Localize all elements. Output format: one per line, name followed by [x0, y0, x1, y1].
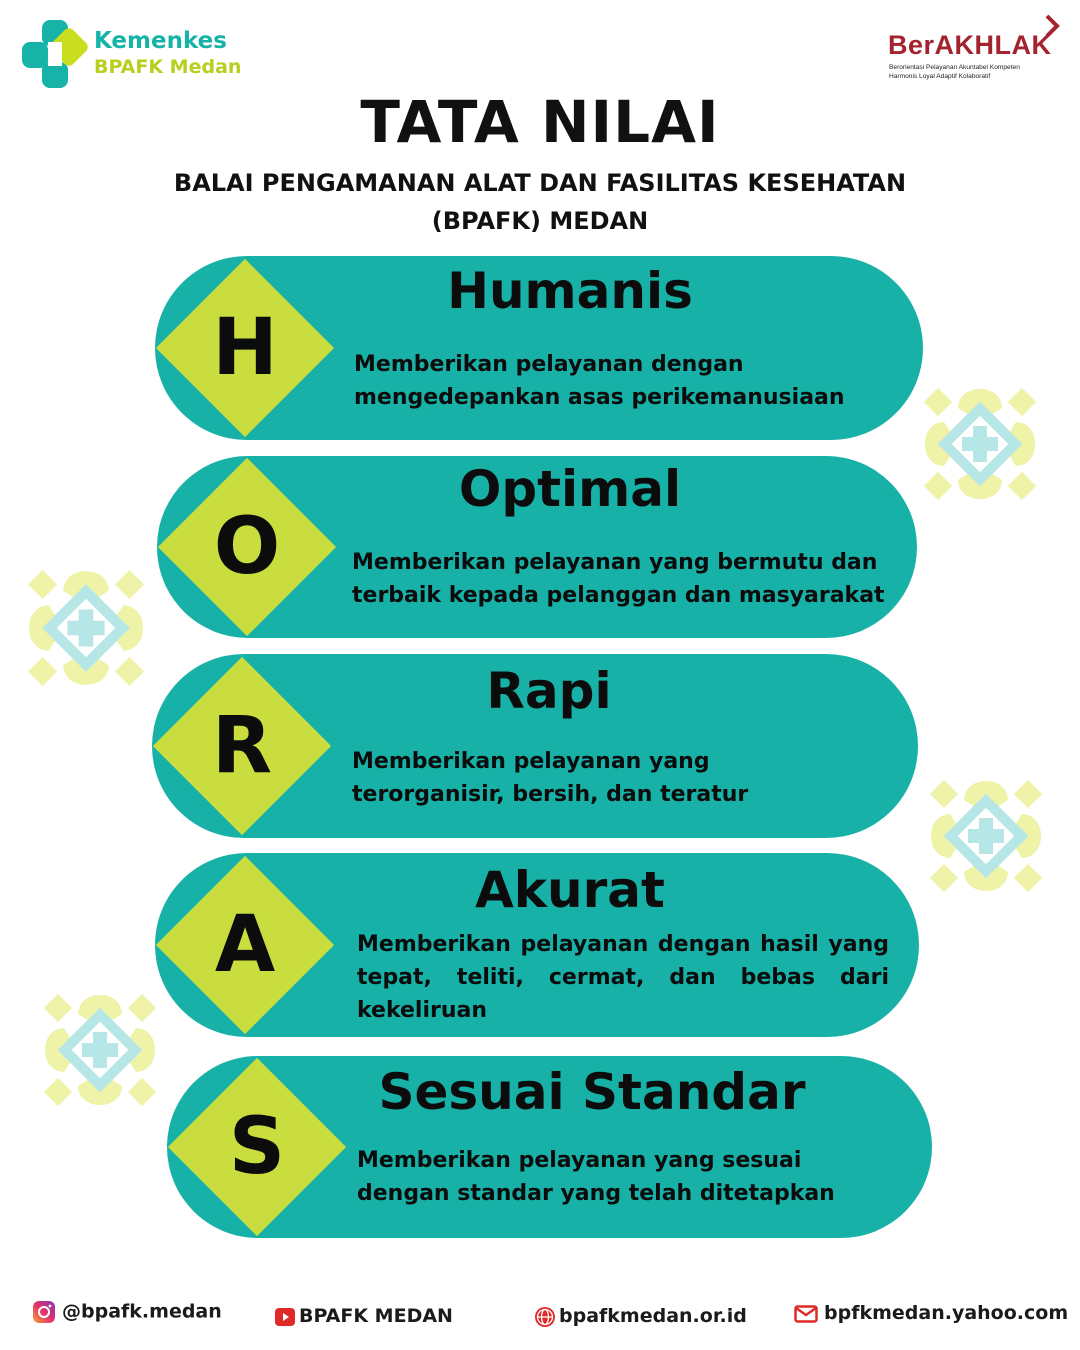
value-description: [354, 348, 894, 414]
value-title: Humanis: [447, 262, 693, 320]
subtitle-line-2: (BPAFK) MEDAN: [431, 207, 649, 235]
value-card-optimal: [157, 456, 917, 638]
description-line: dengan standar yang telah ditetapkan: [357, 1181, 835, 1206]
description-line: Memberikan pelayanan yang sesuai: [357, 1148, 802, 1173]
globe-icon: [534, 1306, 556, 1328]
ornament-left-upper: [26, 568, 146, 688]
value-description: Memberikan pelayanan dengan hasil yang tepat, teliti, cermat, dan bebas dari kekeliruan: [357, 932, 889, 1023]
berakhlak-tagline-2: Harmonis Loyal Adaptif Kolaboratif: [889, 73, 991, 80]
value-description: [352, 546, 897, 612]
description-line: terbaik kepada pelanggan dan masyarakat: [352, 583, 885, 608]
footer-instagram[interactable]: [32, 1300, 222, 1324]
value-letter: S: [228, 1102, 286, 1192]
value-title: Sesuai Standar: [378, 1063, 806, 1121]
description-line: Memberikan pelayanan yang: [352, 749, 710, 774]
description-line: mengedepankan asas perikemanusiaan: [354, 385, 845, 410]
value-letter: R: [211, 701, 273, 791]
value-description: [357, 1144, 917, 1210]
value-description: [352, 745, 892, 811]
value-letter: A: [214, 900, 276, 990]
value-title: Akurat: [475, 861, 665, 919]
description-line: terorganisir, bersih, dan teratur: [352, 782, 749, 807]
youtube-icon: [274, 1307, 296, 1327]
email-address: bpfkmedan.yahoo.com: [824, 1302, 1069, 1324]
youtube-channel: BPAFK MEDAN: [299, 1305, 453, 1327]
subtitle-line-1: BALAI PENGAMANAN ALAT DAN FASILITAS KESEHATAN: [173, 169, 907, 197]
berakhlak-logo: [880, 14, 1065, 84]
instagram-icon: [32, 1300, 56, 1324]
value-card-rapi: [152, 654, 918, 838]
footer-email[interactable]: [794, 1302, 1068, 1324]
value-card-akurat: [155, 853, 919, 1037]
ornament-right-bottom: [928, 778, 1044, 894]
value-letter: O: [213, 502, 281, 592]
berakhlak-tagline-1: Berorientasi Pelayanan Akuntabel Kompeten: [889, 64, 1020, 71]
ornament-left-lower: [42, 992, 158, 1108]
description-line: Memberikan pelayanan dengan: [354, 352, 744, 377]
footer-youtube[interactable]: [274, 1305, 453, 1327]
kemenkes-cross-icon: [20, 18, 90, 90]
instagram-handle: @bpafk.medan: [62, 1300, 222, 1323]
logo-brand-line2: BPAFK Medan: [94, 56, 242, 78]
value-title: Rapi: [486, 662, 612, 720]
footer-website[interactable]: [534, 1305, 747, 1328]
value-card-humanis: [155, 256, 923, 440]
value-title: Optimal: [458, 460, 682, 518]
berakhlak-word: BerAKHLAK: [888, 30, 1052, 60]
page-title: TATA NILAI: [360, 88, 720, 156]
kemenkes-logo: [20, 18, 250, 90]
logo-brand-line1: Kemenkes: [94, 28, 227, 54]
value-letter: H: [212, 303, 278, 393]
description-line: Memberikan pelayanan yang bermutu dan: [352, 550, 878, 575]
ornament-right-top: [922, 386, 1038, 502]
mail-icon: [794, 1305, 818, 1323]
page-subtitle: [110, 164, 970, 240]
value-card-sesuai-standar: [167, 1056, 932, 1238]
website-url: bpafkmedan.or.id: [559, 1305, 747, 1327]
